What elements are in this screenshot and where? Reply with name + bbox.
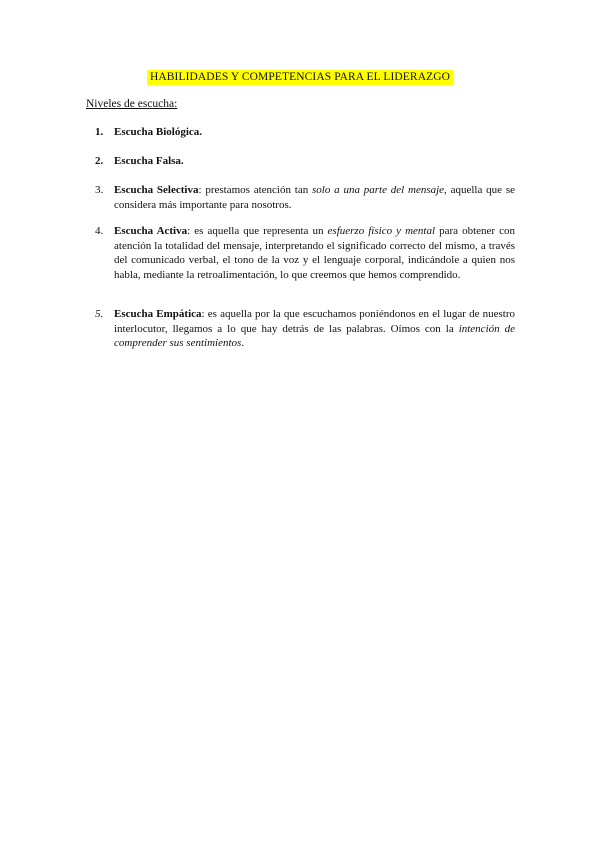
item-number: 1. [95,126,104,138]
item-text: , aquella que se considera más importante para nosotros. [114,184,515,211]
item-text: para obtener con atención la totalidad del mensaje, interpretando el significado correcto del mismo, a través del comunicado verbal, el tono de la voz y el lenguaje corporal, indicándole a quien nos habla, mediante la retroalimentación, lo que creemos que hemos comprendido. [114,225,515,281]
list-item-5 [95,307,515,351]
item-text: : es aquella por la que escuchamos poniéndonos en el lugar de nuestro interlocutor, llegamos a lo que hay detrás de las palabras. Oímos con la [114,308,516,335]
list-item-2 [95,154,515,169]
item-emphasis: esfuerzo físico y mental [327,225,436,237]
item-number: 4. [95,225,104,237]
item-text: : prestamos atención tan [198,184,313,196]
subheading: Niveles de escucha: [86,98,178,110]
item-number: 2. [95,155,104,167]
item-number: 5. [95,308,104,320]
item-term: Escucha Selectiva [114,184,199,196]
list-item-3 [95,183,515,212]
document-title: HABILIDADES Y COMPETENCIAS PARA EL LIDERAZGO [147,70,453,85]
item-term: Escucha Empática [114,308,202,320]
item-number: 3. [95,184,104,196]
item-emphasis: intención de comprender sus sentimientos [114,322,515,350]
title-wrap [0,67,600,85]
item-term: Escucha Biológica. [114,126,203,138]
item-term: Escucha Falsa. [114,155,184,167]
item-emphasis: solo a una parte del mensaje [312,184,445,196]
list-item-1 [95,125,515,140]
item-text: : es aquella que representa un [187,225,328,237]
item-text: . [241,337,245,350]
list-item-4 [95,224,515,282]
item-term: Escucha Activa [114,225,188,237]
